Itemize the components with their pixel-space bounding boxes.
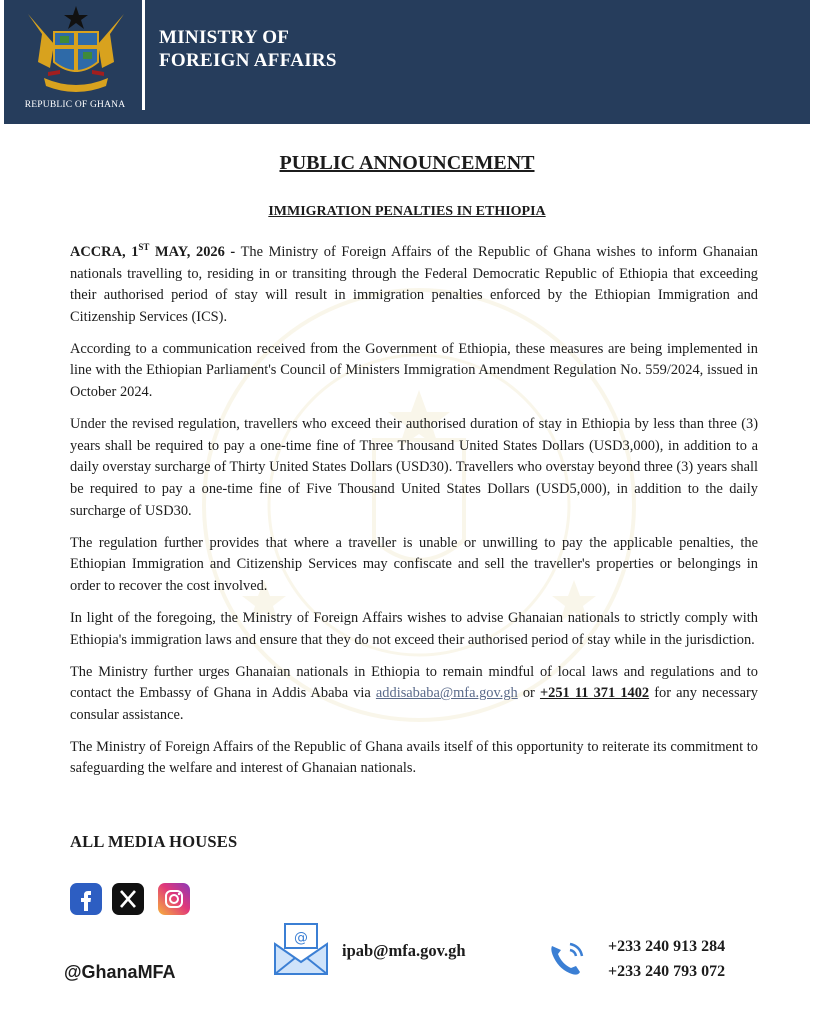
svg-text:@: @ xyxy=(294,930,308,946)
paragraph-6-text: The Ministry further urges Ghanaian nationals in Ethiopia to remain mindful of local laws and regulations and to contact the Embassy of Ghana in Addis Ababa via xyxy=(70,663,758,702)
facebook-icon[interactable] xyxy=(70,883,102,915)
announcement-title: PUBLIC ANNOUNCEMENT xyxy=(279,152,535,174)
contact-email[interactable]: ipab@mfa.gov.gh xyxy=(342,941,466,960)
dateline-suffix: MAY, 2026 - xyxy=(149,244,236,260)
paragraph-6 xyxy=(70,662,758,727)
announcement-body xyxy=(70,242,758,791)
phone-icon xyxy=(546,938,588,978)
x-icon[interactable] xyxy=(112,883,144,915)
paragraph-4: The regulation further provides that where a traveller is unable or unwilling to pay the applicable penalties, the Ethiopian Immigration and Citizenship Services may confiscate and sell the traveller's properties or belongings in order to recover the cost involved. xyxy=(70,534,758,594)
email-icon xyxy=(273,922,329,976)
header-divider xyxy=(142,0,145,110)
paragraph-6-or: or xyxy=(517,685,540,702)
paragraph-1-text: The Ministry of Foreign Affairs of the Republic of Ghana wishes to inform Ghanaian nationals travelling to, residing in or transiting through the Federal Democratic Republic of Ethiopia that exceeding their authorised period of stay will result in immigration penalties enforced by the Ethiopian Immigration and Citizenship Services (ICS). xyxy=(70,244,758,325)
contact-phone-2[interactable]: +233 240 793 072 xyxy=(608,963,726,980)
contact-phones xyxy=(608,934,725,984)
crest-caption: REPUBLIC OF GHANA xyxy=(24,100,126,110)
ministry-name-line2: FOREIGN AFFAIRS xyxy=(159,50,337,71)
embassy-phone-link[interactable]: +251 11 371 1402 xyxy=(539,685,650,702)
ghana-coat-of-arms-icon xyxy=(20,4,132,96)
embassy-email-link[interactable]: addisababa@mfa.gov.gh xyxy=(375,685,518,702)
announcement-page xyxy=(4,0,810,1024)
dateline-ordinal: ST xyxy=(138,242,150,253)
dateline-prefix: ACCRA, 1 xyxy=(70,244,139,260)
paragraph-1 xyxy=(70,242,758,328)
addressee: ALL MEDIA HOUSES xyxy=(70,832,238,851)
social-handle: @GhanaMFA xyxy=(64,962,176,982)
ministry-name-line1: MINISTRY OF xyxy=(159,27,290,48)
paragraph-7: The Ministry of Foreign Affairs of the Republic of Ghana avails itself of this opportunity to reiterate its commitment to safeguarding the welfare and interest of Ghanaian nationals. xyxy=(70,738,758,777)
contact-phone-1[interactable]: +233 240 913 284 xyxy=(608,938,726,955)
announcement-subtitle: IMMIGRATION PENALTIES IN ETHIOPIA xyxy=(268,204,546,219)
instagram-icon[interactable] xyxy=(158,883,190,915)
dateline xyxy=(70,244,235,260)
paragraph-6-end: for any necessary consular assistance. xyxy=(70,685,758,723)
ministry-name xyxy=(159,26,337,72)
paragraph-2: According to a communication received from the Government of Ethiopia, these measures are being implemented in line with the Ethiopian Parliament's Council of Ministers Immigration Amendment Regulation No. 559/2024, issued in October 2024. xyxy=(70,340,758,401)
letterhead-banner xyxy=(4,0,810,124)
paragraph-3: Under the revised regulation, travellers who exceed their authorised duration of stay in Ethiopia by less than three (3) years shall be required to pay a one-time fine of Three Thousand United States Dollars (USD3,000), in addition to a daily overstay surcharge of Thirty United States Dollars (USD30). Travellers who overstay beyond three (3) years shall be required to pay a one-time fine of Five Thousand United States Dollars (USD5,000), in addition to the daily surcharge of USD30. xyxy=(70,416,758,519)
paragraph-5: In light of the foregoing, the Ministry of Foreign Affairs wishes to advise Ghanaian nationals to strictly comply with Ethiopia's immigration laws and ensure that they do not exceed their authorised period of stay while in the jurisdiction. xyxy=(70,609,758,648)
